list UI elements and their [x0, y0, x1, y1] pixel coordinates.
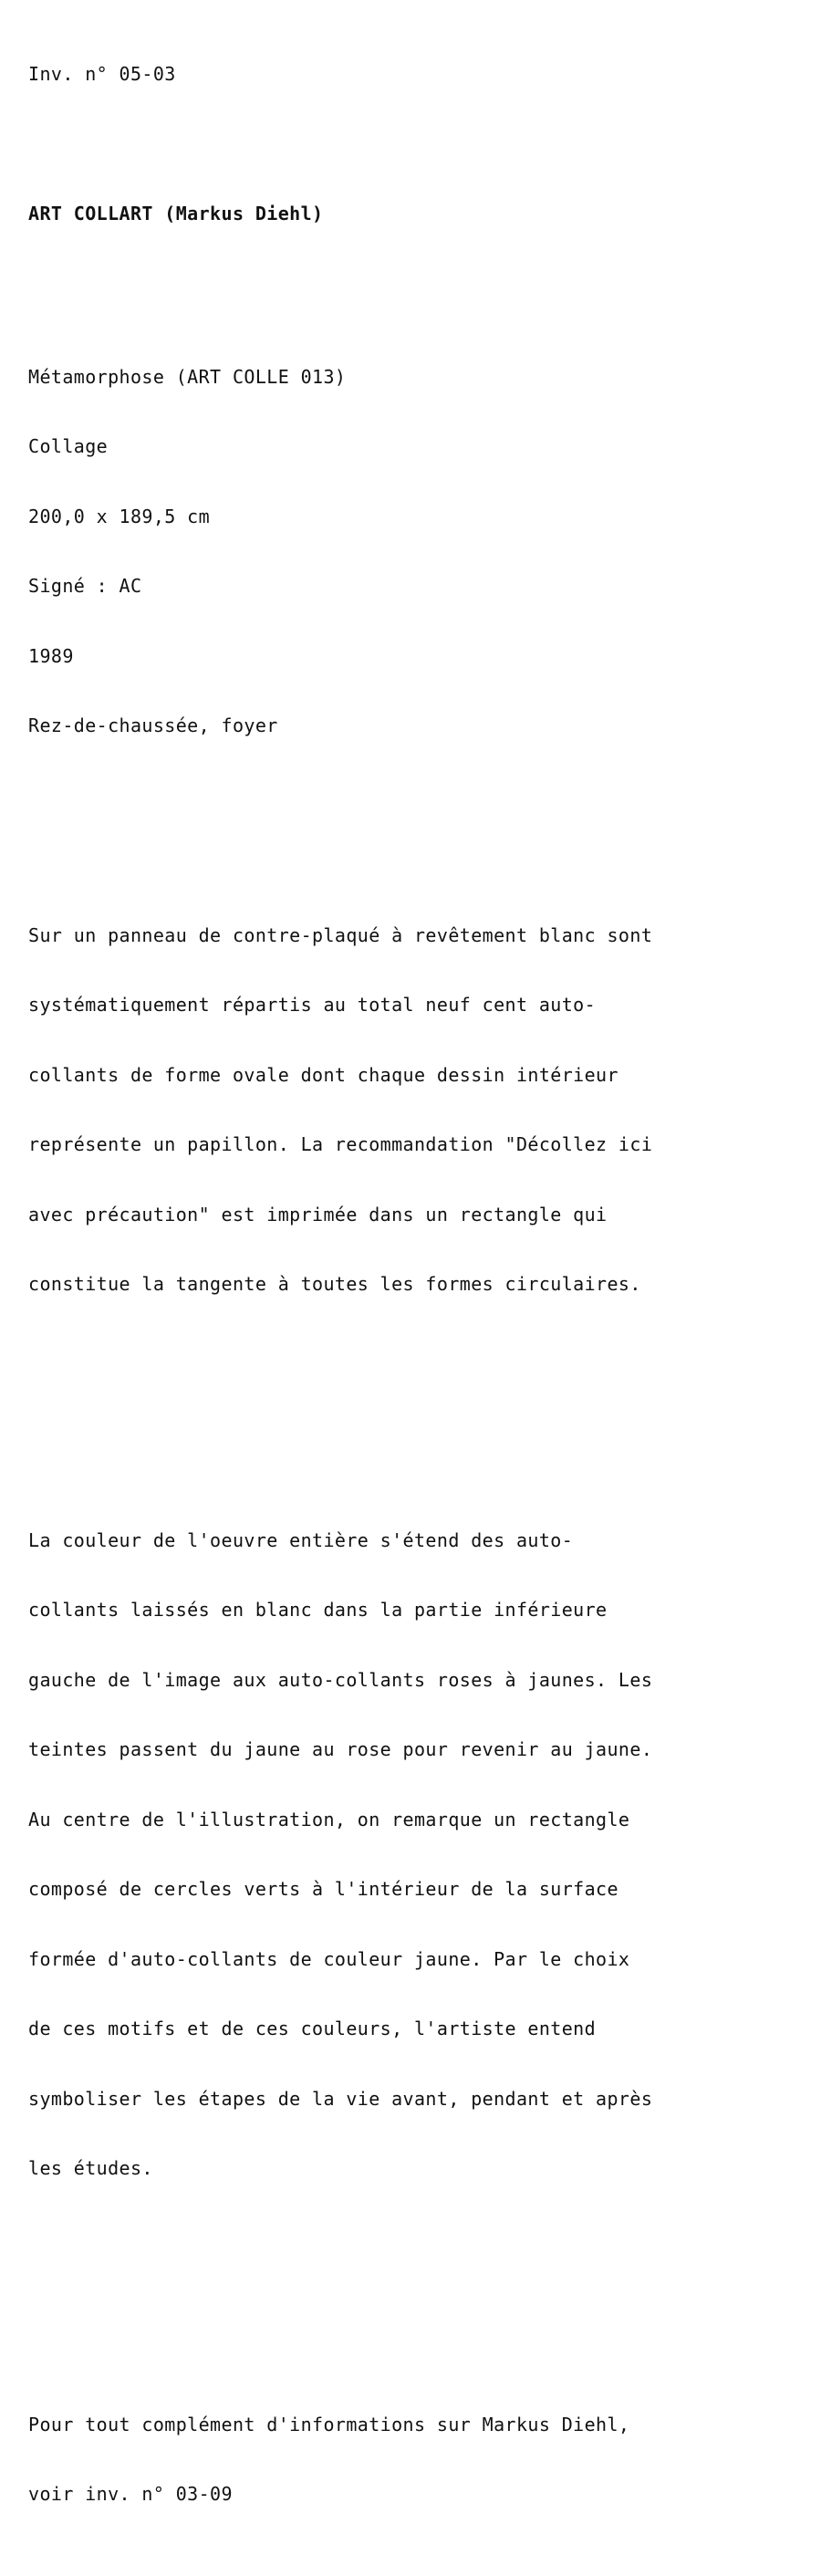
spacer — [28, 273, 813, 297]
spacer — [28, 2274, 813, 2298]
artwork-year: 1989 — [28, 644, 74, 667]
text-line: La couleur de l'oeuvre entière s'étend des auto- — [28, 1528, 574, 1551]
document-page — [28, 16, 813, 2576]
text-line: constitue la tangente à toutes les formes circulaires. — [28, 1273, 641, 1295]
text-line: systématiquement répartis au total neuf cent auto- — [28, 994, 597, 1016]
text-line: formée d'auto-collants de couleur jaune. Par le choix — [28, 1947, 630, 1970]
artwork-title: Métamorphose (ART COLLE 013) — [28, 365, 347, 388]
description-paragraph-1 — [28, 878, 813, 1343]
text-line: les études. — [28, 2157, 153, 2179]
inventory-number: Inv. n° 05-03 — [28, 63, 176, 85]
text-line: voir inv. n° 03-09 — [28, 2483, 233, 2505]
text-line: collants de forme ovale dont chaque dessin intérieur — [28, 1063, 618, 1086]
text-line: collants laissés en blanc dans la partie inférieure — [28, 1599, 608, 1621]
text-line: symboliser les étapes de la vie avant, pendant et après — [28, 2087, 653, 2110]
artwork-dimensions: 200,0 x 189,5 cm — [28, 505, 211, 527]
artist-heading: ART COLLART (Markus Diehl) — [28, 203, 324, 224]
spacer — [28, 133, 813, 157]
text-line: représente un papillon. La recommandation "Décollez ici — [28, 1133, 653, 1155]
description-paragraph-2 — [28, 1483, 813, 2227]
text-line: Pour tout complément d'informations sur Markus Diehl, — [28, 2413, 630, 2435]
artwork-technique: Collage — [28, 435, 109, 457]
reference-paragraph — [28, 2367, 813, 2553]
text-line: avec précaution" est imprimée dans un rectangle qui — [28, 1203, 608, 1225]
text-line: teintes passent du jaune au rose pour revenir au jaune. — [28, 1738, 653, 1760]
text-line: composé de cercles verts à l'intérieur de la surface — [28, 1878, 618, 1900]
text-line: gauche de l'image aux auto-collants roses à jaunes. Les — [28, 1668, 653, 1691]
text-line: Sur un panneau de contre-plaqué à revêtement blanc sont — [28, 923, 653, 946]
spacer — [28, 1390, 813, 1413]
text-line: de ces motifs et de ces couleurs, l'artiste entend — [28, 2018, 597, 2039]
spacer — [28, 785, 813, 808]
artwork-signature: Signé : AC — [28, 575, 142, 597]
artwork-location: Rez-de-chaussée, foyer — [28, 714, 278, 736]
text-line: Au centre de l'illustration, on remarque un rectangle — [28, 1808, 630, 1830]
